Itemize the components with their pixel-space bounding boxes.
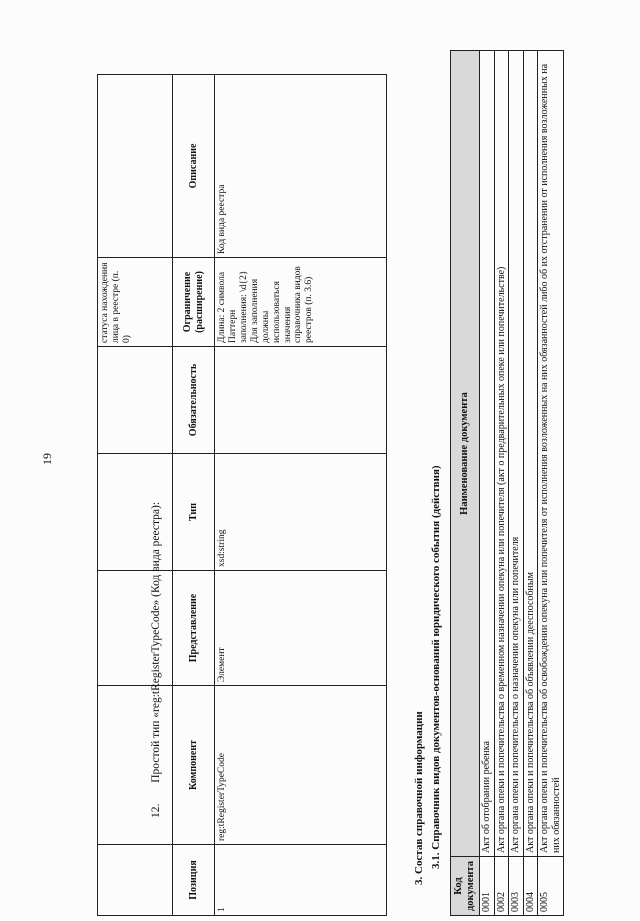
table-row bbox=[480, 51, 495, 916]
cell-position: 1 bbox=[215, 845, 387, 916]
section-12-heading bbox=[150, 502, 162, 818]
section-3-1-heading: 3.1. Справочник видов документов-оснований юридического события (действия) bbox=[430, 465, 442, 869]
header-required: Обязательность bbox=[173, 347, 215, 454]
doc-name: Акт органа опеки и попечительства об освобождении опекуна или попечителя от исполнения возложенных на них обязанностей либо об их отстранении от исполнения возложенных на них обязанностей bbox=[538, 51, 564, 857]
table-row bbox=[215, 75, 387, 916]
header-component: Компонент bbox=[173, 686, 215, 845]
document-types-table bbox=[450, 50, 564, 916]
table-row bbox=[538, 51, 564, 916]
doc-name: Акт органа опеки и попечительства об объявлении дееспособным bbox=[523, 51, 538, 857]
doc-name: Акт об отобрании ребенка bbox=[480, 51, 495, 857]
header-doc-code: Код документа bbox=[451, 857, 480, 916]
type-table bbox=[172, 74, 387, 916]
table-row bbox=[509, 51, 524, 916]
doc-code: 0004 bbox=[523, 857, 538, 916]
doc-code: 0002 bbox=[494, 857, 509, 916]
doc-code: 0005 bbox=[538, 857, 564, 916]
doc-name: Акт органа опеки и попечительства о временном назначении опекуна или попечителя (акт о предварительных опеке или попечительстве) bbox=[494, 51, 509, 857]
section-12-title: Простой тип «reg:tRegisterTypeCode» (Код вида реестра): bbox=[150, 501, 162, 783]
doc-code: 0003 bbox=[509, 857, 524, 916]
cell-restriction: Длина: 2 символа Паттерн заполнения: \d{2} Для заполнения должны использоваться значения справочника видов реестров (п. 3.6) bbox=[215, 258, 387, 347]
section-12-number: 12. bbox=[150, 803, 162, 818]
table-row bbox=[494, 51, 509, 916]
doc-code: 0001 bbox=[480, 857, 495, 916]
status-cell: статуса нахождения лица в реестре (п. 0) bbox=[98, 258, 173, 347]
cell-representation: Элемент bbox=[215, 571, 387, 686]
header-position: Позиция bbox=[173, 845, 215, 916]
table-row bbox=[523, 51, 538, 916]
page-number: 19 bbox=[40, 453, 54, 465]
section-3-heading: 3. Состав справочной информации bbox=[413, 711, 425, 885]
cell-description: Код вида реестра bbox=[215, 75, 387, 258]
cell-component: reg:tRegisterTypeCode bbox=[215, 686, 387, 845]
header-representation: Представление bbox=[173, 571, 215, 686]
header-description: Описание bbox=[173, 75, 215, 258]
doc-name: Акт органа опеки и попечительства о назначении опекуна или попечителя bbox=[509, 51, 524, 857]
cell-type: xsd:string bbox=[215, 454, 387, 571]
header-type: Тип bbox=[173, 454, 215, 571]
header-doc-name: Наименование документа bbox=[451, 51, 480, 857]
cell-required bbox=[215, 347, 387, 454]
header-restriction: Ограничение (расширение) bbox=[173, 258, 215, 347]
